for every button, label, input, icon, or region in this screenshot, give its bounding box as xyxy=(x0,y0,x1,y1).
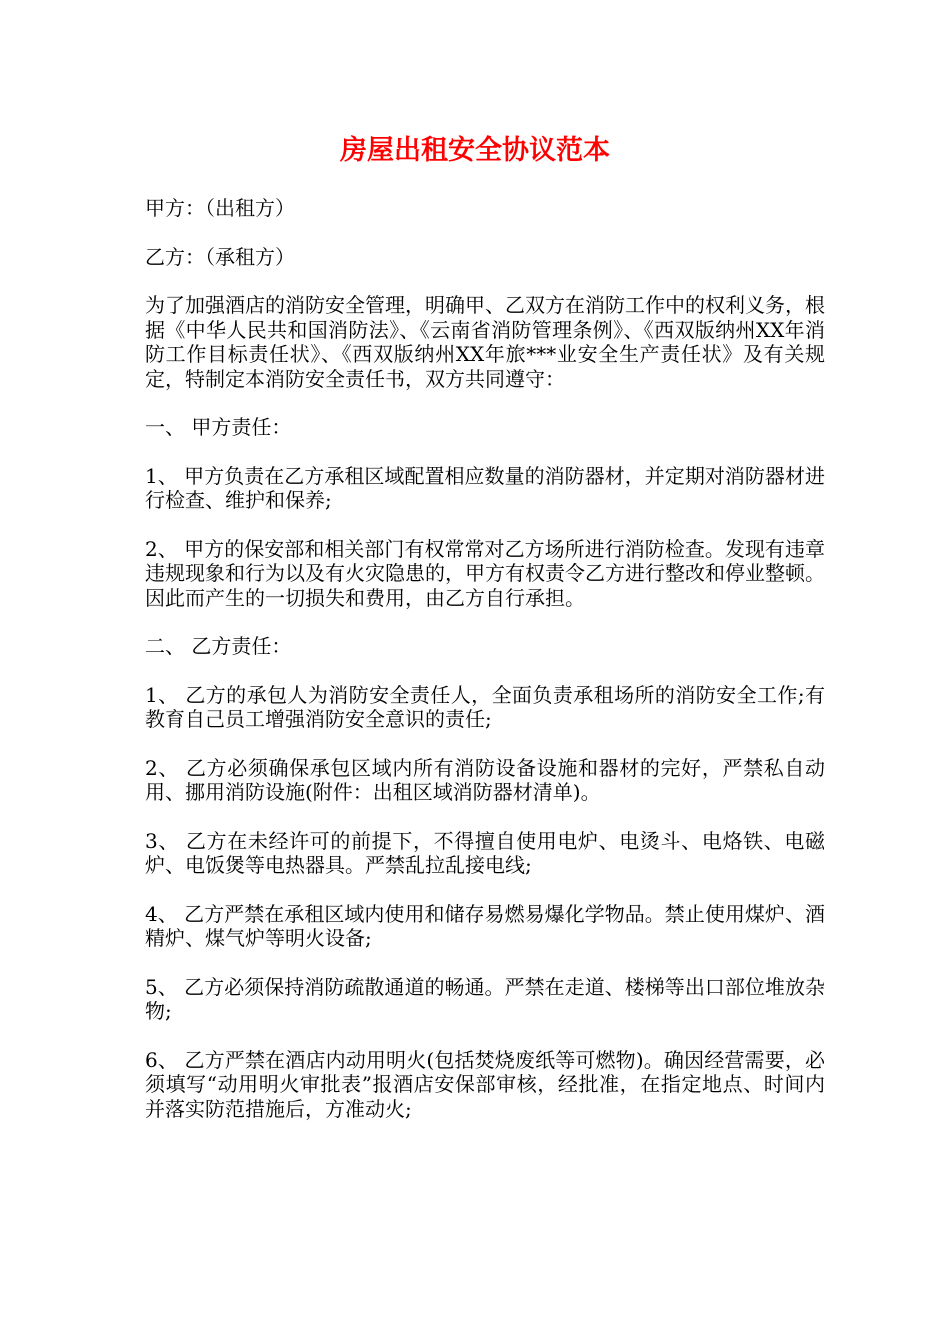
section-heading-party-a: 一、 甲方责任： xyxy=(145,415,292,439)
party-b-clause-5: 5、 乙方必须保持消防疏散通道的畅通。严禁在走道、楼梯等出口部位堆放杂物; xyxy=(145,974,825,1023)
party-a-clause-1: 1、 甲方负责在乙方承租区域配置相应数量的消防器材，并定期对消防器材进行检查、维护和保养; xyxy=(145,463,825,512)
party-b-clause-6: 6、 乙方严禁在酒店内动用明火(包括焚烧废纸等可燃物)。确因经营需要，必须填写“动用明火审批表”报酒店安保部审核，经批准，在指定地点、时间内并落实防范措施后，方准动火; xyxy=(145,1047,825,1121)
party-b-clause-4: 4、 乙方严禁在承租区域内使用和储存易燃易爆化学物品。禁止使用煤炉、酒精炉、煤气炉等明火设备; xyxy=(145,901,825,950)
document-title: 房屋出租安全协议范本 xyxy=(340,135,610,166)
party-b-clause-1: 1、 乙方的承包人为消防安全责任人，全面负责承租场所的消防安全工作;有教育自己员工增强消防安全意识的责任; xyxy=(145,682,825,731)
section-heading-party-b: 二、 乙方责任： xyxy=(145,634,292,658)
party-b-line: 乙方：（承租方） xyxy=(145,244,295,269)
party-b-clause-3: 3、 乙方在未经许可的前提下，不得擅自使用电炉、电烫斗、电烙铁、电磁炉、电饭煲等电热器具。严禁乱拉乱接电线; xyxy=(145,828,825,877)
party-a-line: 甲方：（出租方） xyxy=(145,196,295,220)
document-body xyxy=(145,196,825,1145)
party-b-clause-2: 2、 乙方必须确保承包区域内所有消防设备设施和器材的完好，严禁私自动用、挪用消防设施(附件：出租区域消防器材清单)。 xyxy=(145,755,825,804)
preamble-paragraph: 为了加强酒店的消防安全管理，明确甲、乙双方在消防工作中的权利义务，根据《中华人民共和国消防法》、《云南省消防管理条例》、《西双版纳州XX年消防工作目标责任状》、《西双版纳州XX年旅***业安全生产责任状》及有关规定，特制定本消防安全责任书，双方共同遵守： xyxy=(145,293,825,391)
party-a-clause-2: 2、 甲方的保安部和相关部门有权常常对乙方场所进行消防检查。发现有违章违规现象和行为以及有火灾隐患的，甲方有权责令乙方进行整改和停业整顿。因此而产生的一切损失和费用，由乙方自行承担。 xyxy=(145,536,825,610)
